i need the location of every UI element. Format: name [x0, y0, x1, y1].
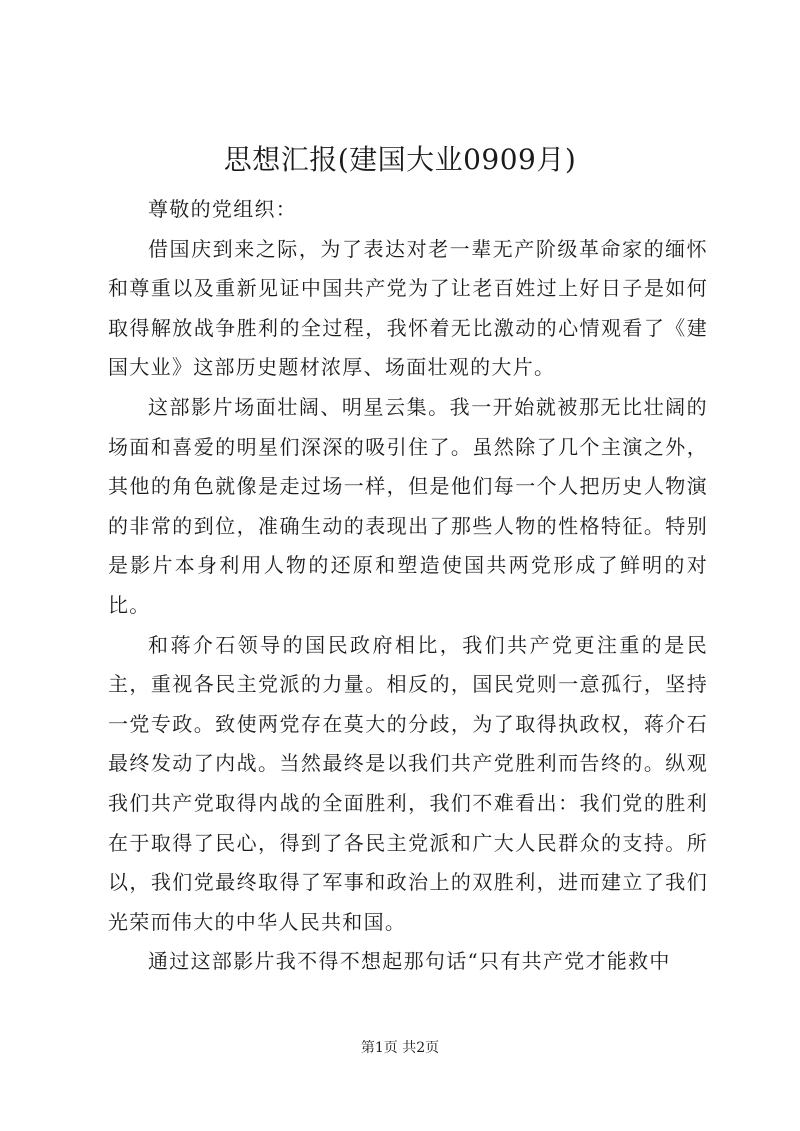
document-body	[108, 190, 708, 982]
paragraph-4: 通过这部影片我不得不想起那句话“只有共产党才能救中	[148, 949, 671, 974]
paragraph-2: 这部影片场面壮阔、明星云集。我一开始就被那无比壮阔的场面和喜爱的明星们深深的吸引住了。虽然除了几个主演之外，其他的角色就像是走过场一样，但是他们每一个人把历史人物演的非常的到位，准确生动的表现出了那些人物的性格特征。特别是影片本身利用人物的还原和塑造使国共两党形成了鲜明的对比。	[108, 394, 708, 617]
paragraph-1: 借国庆到来之际，为了表达对老一辈无产阶级革命家的缅怀和尊重以及重新见证中国共产党为了让老百姓过上好日子是如何取得解放战争胜利的全过程，我怀着无比激动的心情观看了《建国大业》这部历史题材浓厚、场面壮观的大片。	[108, 236, 708, 380]
page-footer: 第1页 共2页	[360, 1040, 440, 1056]
paragraph-3: 和蒋介石领导的国民政府相比，我们共产党更注重的是民主，重视各民主党派的力量。相反的，国民党则一意孤行，坚持一党专政。致使两党存在莫大的分歧，为了取得执政权，蒋介石最终发动了内战。当然最终是以我们共产党胜利而告终的。纵观我们共产党取得内战的全面胜利，我们不难看出：我们党的胜利在于取得了民心，得到了各民主党派和广大人民群众的支持。所以，我们党最终取得了军事和政治上的双胜利，进而建立了我们光荣而伟大的中华人民共和国。	[108, 632, 708, 934]
salutation: 尊敬的党组织：	[148, 197, 298, 221]
document-title: 思想汇报(建国大业0909月)	[223, 143, 577, 176]
